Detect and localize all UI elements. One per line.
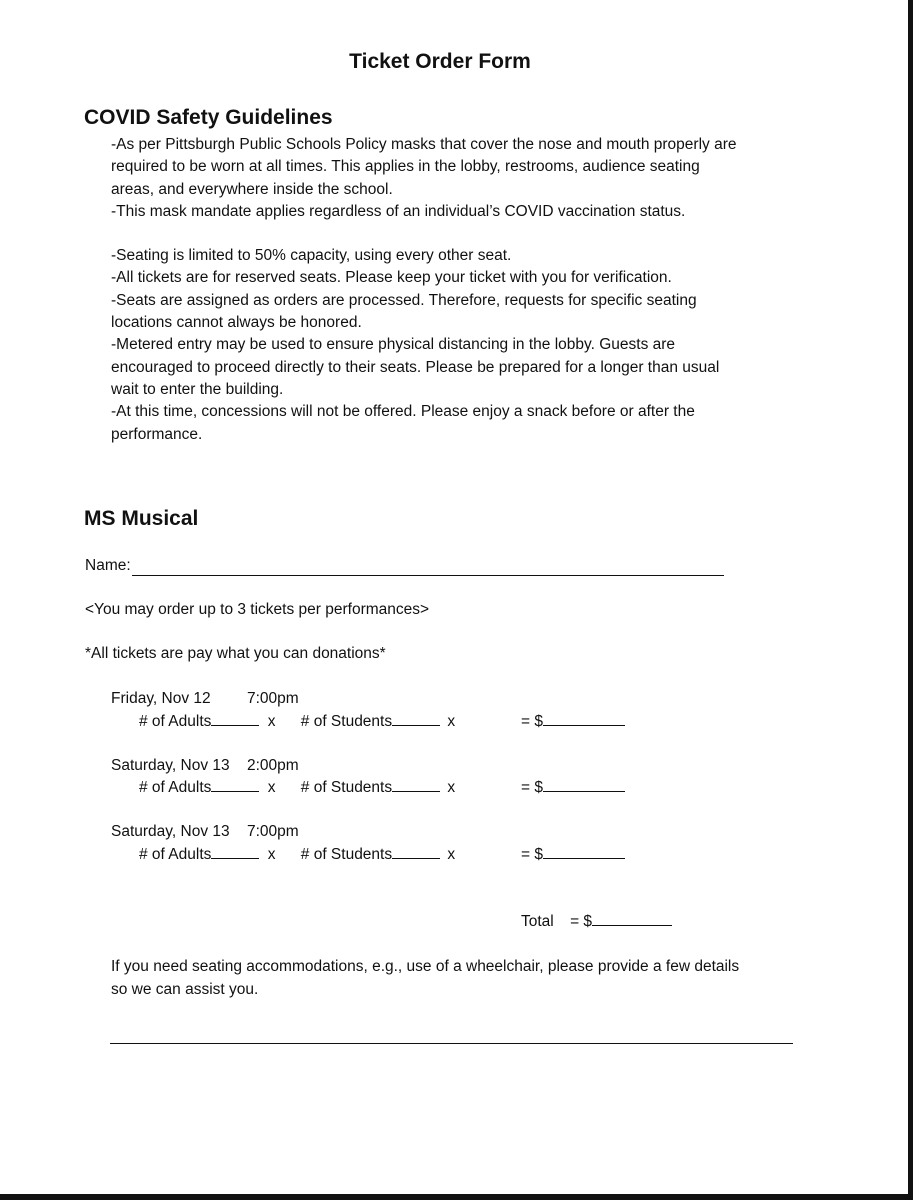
- total-row: [521, 913, 672, 931]
- guideline-line: required to be worn at all times. This applies in the lobby, restrooms, audience seating: [111, 158, 700, 176]
- guideline-line: encouraged to proceed directly to their seats. Please be prepared for a longer than usual: [111, 358, 720, 376]
- guideline-line: -Seats are assigned as orders are processed. Therefore, requests for specific seating: [111, 291, 697, 309]
- guideline-line: -As per Pittsburgh Public Schools Policy masks that cover the nose and mouth properly are: [111, 136, 737, 153]
- guideline-line: areas, and everywhere inside the school.: [111, 180, 393, 198]
- guideline-line: -At this time, concessions will not be offered. Please enjoy a snack before or after the: [111, 403, 695, 421]
- adults-count-field[interactable]: [211, 724, 259, 726]
- covid-guidelines: [111, 134, 811, 446]
- ticket-limit-note: <You may order up to 3 tickets per performances>: [85, 601, 430, 618]
- guideline-line: performance.: [111, 425, 203, 443]
- multiply-sign: x: [447, 846, 456, 863]
- students-label: # of Students: [300, 779, 393, 796]
- students-label: # of Students: [300, 713, 393, 730]
- performance-time: 2:00pm: [247, 757, 299, 774]
- order-row: [139, 713, 455, 731]
- name-label: Name:: [85, 557, 131, 574]
- subtotal-field[interactable]: [543, 857, 625, 859]
- students-count-field[interactable]: [392, 857, 440, 859]
- multiply-sign: x: [267, 713, 276, 730]
- performance-time: 7:00pm: [247, 690, 299, 707]
- subtotal-field[interactable]: [543, 790, 625, 792]
- guideline-line: locations cannot always be honored.: [111, 314, 362, 332]
- performance-time: 7:00pm: [247, 823, 299, 840]
- subtotal: [521, 779, 625, 797]
- equals-dollar: = $: [521, 779, 543, 796]
- guideline-line: -Seating is limited to 50% capacity, using every other seat.: [111, 247, 512, 265]
- subtotal: [521, 846, 625, 864]
- subtotal: [521, 713, 625, 731]
- adults-count-field[interactable]: [211, 857, 259, 859]
- equals-dollar: = $: [521, 713, 543, 730]
- order-row: [139, 846, 455, 864]
- accommodations-text: If you need seating accommodations, e.g., use of a wheelchair, please provide a few details: [111, 958, 740, 975]
- equals-dollar: = $: [521, 846, 543, 863]
- guideline-line: wait to enter the building.: [111, 380, 284, 398]
- students-label: # of Students: [300, 846, 393, 863]
- students-count-field[interactable]: [392, 724, 440, 726]
- covid-heading: COVID Safety Guidelines: [84, 106, 333, 129]
- order-row: [139, 779, 455, 797]
- accommodations-text: so we can assist you.: [111, 981, 259, 998]
- performance-date: Saturday, Nov 13: [111, 757, 230, 774]
- subtotal-field[interactable]: [543, 724, 625, 726]
- musical-heading: MS Musical: [84, 507, 199, 530]
- total-label: Total: [521, 913, 554, 930]
- page-edge: [0, 1194, 913, 1200]
- multiply-sign: x: [267, 779, 276, 796]
- guideline-line: -All tickets are for reserved seats. Please keep your ticket with you for verification.: [111, 269, 672, 287]
- name-field[interactable]: [132, 575, 724, 576]
- adults-label: # of Adults: [139, 779, 212, 796]
- accommodations-field[interactable]: [110, 1043, 793, 1044]
- adults-label: # of Adults: [139, 846, 212, 863]
- guideline-line: -This mask mandate applies regardless of an individual’s COVID vaccination status.: [111, 202, 686, 220]
- page-title: Ticket Order Form: [349, 50, 531, 73]
- adults-count-field[interactable]: [211, 790, 259, 792]
- adults-label: # of Adults: [139, 713, 212, 730]
- equals-dollar: = $: [570, 913, 593, 930]
- performance-date: Saturday, Nov 13: [111, 823, 230, 840]
- performance-date: Friday, Nov 12: [111, 690, 211, 707]
- multiply-sign: x: [447, 779, 456, 796]
- donation-note: *All tickets are pay what you can donations*: [85, 645, 386, 662]
- page-edge: [908, 0, 913, 1200]
- guideline-line: -Metered entry may be used to ensure physical distancing in the lobby. Guests are: [111, 336, 676, 354]
- total-field[interactable]: [592, 924, 672, 926]
- multiply-sign: x: [447, 713, 456, 730]
- students-count-field[interactable]: [392, 790, 440, 792]
- multiply-sign: x: [267, 846, 276, 863]
